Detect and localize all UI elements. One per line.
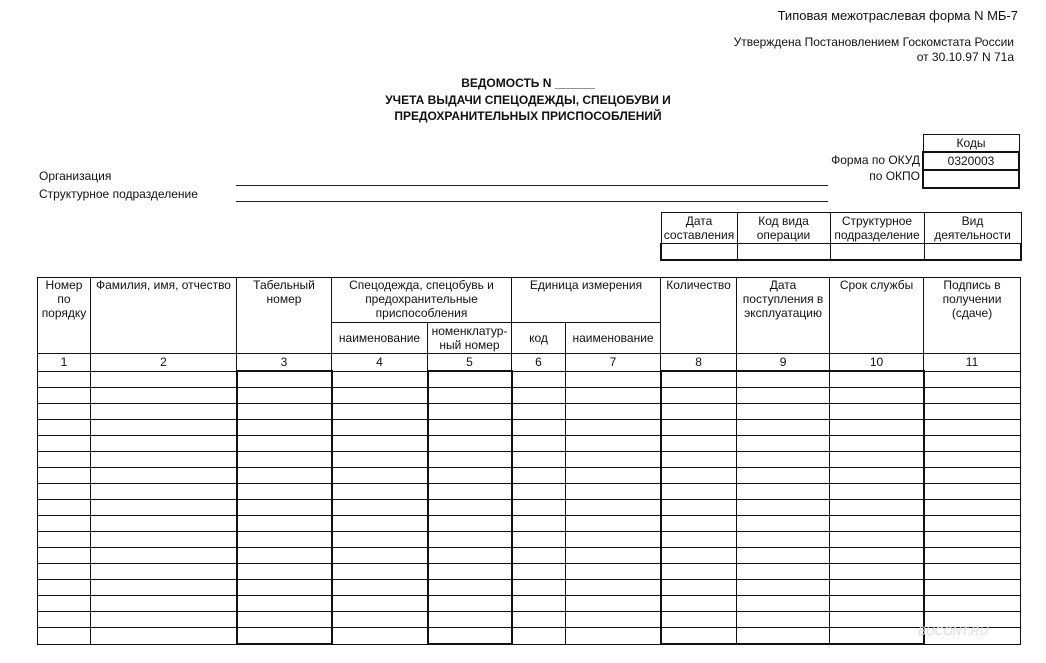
table-cell[interactable] [566,548,661,564]
table-cell[interactable] [924,580,1021,596]
table-cell[interactable] [566,436,661,452]
table-cell[interactable] [661,420,737,436]
table-cell[interactable] [91,612,237,628]
table-cell[interactable] [332,371,428,388]
table-cell[interactable] [737,484,830,500]
col-number: 10 [830,354,924,372]
table-cell[interactable] [237,500,332,516]
table-row [38,628,1021,645]
table-cell[interactable] [661,468,737,484]
table-cell[interactable] [428,388,512,404]
table-cell[interactable] [566,452,661,468]
table-cell[interactable] [91,484,237,500]
table-cell[interactable] [830,468,924,484]
col-header-number: Номер по порядку [38,278,91,354]
table-cell[interactable] [91,548,237,564]
col-header-items: Спецодежда, спецобувь и предохранительные приспособления [332,278,512,323]
table-cell[interactable] [830,516,924,532]
info-table [660,212,1022,261]
table-cell[interactable] [332,420,428,436]
table-cell[interactable] [512,420,566,436]
table-cell[interactable] [661,612,737,628]
table-cell[interactable] [332,452,428,468]
table-row [38,388,1021,404]
table-cell[interactable] [91,628,237,645]
table-cell[interactable] [91,580,237,596]
table-row [38,580,1021,596]
table-cell[interactable] [737,596,830,612]
table-cell[interactable] [428,468,512,484]
table-cell[interactable] [428,548,512,564]
table-cell[interactable] [332,468,428,484]
table-cell[interactable] [428,580,512,596]
table-cell[interactable] [924,516,1021,532]
col-number: 7 [566,354,661,372]
table-cell[interactable] [830,484,924,500]
table-cell[interactable] [737,532,830,548]
watermark: BUCONT.RU [918,624,989,638]
table-cell[interactable] [512,516,566,532]
table-cell[interactable] [737,420,830,436]
table-cell[interactable] [924,596,1021,612]
table-cell[interactable] [661,532,737,548]
table-cell[interactable] [38,436,91,452]
table-cell[interactable] [830,420,924,436]
col-header-signature: Подпись в получении (сдаче) [924,278,1021,354]
table-cell[interactable] [512,532,566,548]
department-label: Структурное подразделение [39,187,198,201]
col-header-items-nomenclature: номенклатур-ный номер [428,323,512,354]
table-cell[interactable] [566,516,661,532]
okud-value[interactable]: 0320003 [923,152,1019,170]
table-cell[interactable] [830,532,924,548]
document-title-line3: ПРЕДОХРАНИТЕЛЬНЫХ ПРИСПОСОБЛЕНИЙ [394,109,662,123]
document-title-number: ВЕДОМОСТЬ N ______ [461,76,595,90]
table-cell[interactable] [924,436,1021,452]
table-cell[interactable] [428,452,512,468]
col-number: 4 [332,354,428,372]
table-cell[interactable] [38,516,91,532]
table-cell[interactable] [332,580,428,596]
table-row [38,420,1021,436]
table-cell[interactable] [830,612,924,628]
table-cell[interactable] [512,468,566,484]
table-row [38,484,1021,500]
table-cell[interactable] [830,388,924,404]
table-cell[interactable] [332,612,428,628]
table-cell[interactable] [332,436,428,452]
table-cell[interactable] [830,500,924,516]
okpo-value[interactable] [923,170,1019,188]
table-cell[interactable] [237,404,332,420]
table-row [38,564,1021,580]
table-cell[interactable] [737,468,830,484]
table-cell[interactable] [924,452,1021,468]
table-cell[interactable] [91,436,237,452]
table-cell[interactable] [237,371,332,388]
form-type-label: Типовая межотраслевая форма N МБ-7 [777,8,1018,23]
table-cell[interactable] [237,628,332,645]
table-cell[interactable] [924,532,1021,548]
table-cell[interactable] [661,452,737,468]
document-title-line2: УЧЕТА ВЫДАЧИ СПЕЦОДЕЖДЫ, СПЕЦОБУВИ И [385,93,671,107]
info-value-activity[interactable] [924,244,1021,261]
table-cell[interactable] [237,564,332,580]
table-cell[interactable] [38,596,91,612]
table-cell[interactable] [566,612,661,628]
table-cell[interactable] [38,500,91,516]
table-cell[interactable] [91,500,237,516]
table-cell[interactable] [566,532,661,548]
table-row [38,468,1021,484]
table-cell[interactable] [428,532,512,548]
table-cell[interactable] [661,516,737,532]
table-cell[interactable] [512,612,566,628]
table-cell[interactable] [830,596,924,612]
table-cell[interactable] [332,404,428,420]
table-cell[interactable] [512,596,566,612]
table-cell[interactable] [924,468,1021,484]
table-cell[interactable] [428,484,512,500]
table-cell[interactable] [91,404,237,420]
approval-line-2: от 30.10.97 N 71а [916,50,1014,64]
table-cell[interactable] [237,452,332,468]
table-cell[interactable] [661,436,737,452]
table-cell[interactable] [924,484,1021,500]
table-cell[interactable] [237,436,332,452]
table-cell[interactable] [661,371,737,388]
table-cell[interactable] [512,404,566,420]
department-field[interactable] [236,201,828,202]
table-cell[interactable] [737,580,830,596]
table-cell[interactable] [661,404,737,420]
table-cell[interactable] [566,388,661,404]
table-cell[interactable] [428,436,512,452]
table-cell[interactable] [332,500,428,516]
table-cell[interactable] [38,371,91,388]
table-cell[interactable] [428,628,512,645]
table-row [38,404,1021,420]
table-cell[interactable] [332,532,428,548]
table-cell[interactable] [737,436,830,452]
col-header-quantity: Количество [661,278,737,354]
table-cell[interactable] [512,564,566,580]
table-cell[interactable] [237,612,332,628]
organization-label: Организация [39,169,112,183]
table-row [38,612,1021,628]
table-cell[interactable] [737,404,830,420]
col-header-tab-number: Табельный номер [237,278,332,354]
table-cell[interactable] [512,628,566,645]
table-cell[interactable] [237,388,332,404]
info-header-activity: Вид деятельности [924,213,1021,244]
table-cell[interactable] [91,388,237,404]
table-cell[interactable] [566,404,661,420]
table-cell[interactable] [428,516,512,532]
col-number: 9 [737,354,830,372]
codes-header: Коды [923,135,1019,153]
approval-line-1: Утверждена Постановлением Госкомстата России [733,35,1014,49]
table-cell[interactable] [38,388,91,404]
table-cell[interactable] [91,516,237,532]
col-number: 8 [661,354,737,372]
table-cell[interactable] [737,612,830,628]
table-cell[interactable] [428,596,512,612]
table-cell[interactable] [91,564,237,580]
organization-field[interactable] [236,185,828,186]
table-cell[interactable] [661,564,737,580]
table-cell[interactable] [91,452,237,468]
table-cell[interactable] [924,388,1021,404]
table-row [38,452,1021,468]
table-cell[interactable] [38,420,91,436]
table-cell[interactable] [332,388,428,404]
table-cell[interactable] [737,500,830,516]
table-cell[interactable] [830,548,924,564]
table-cell[interactable] [512,580,566,596]
table-cell[interactable] [830,452,924,468]
table-cell[interactable] [237,484,332,500]
table-cell[interactable] [737,371,830,388]
table-cell[interactable] [830,628,924,645]
table-cell[interactable] [237,596,332,612]
table-row [38,532,1021,548]
table-cell[interactable] [38,404,91,420]
table-cell[interactable] [737,452,830,468]
table-cell[interactable] [38,548,91,564]
table-cell[interactable] [661,484,737,500]
table-cell[interactable] [38,452,91,468]
table-cell[interactable] [924,420,1021,436]
table-cell[interactable] [566,420,661,436]
table-cell[interactable] [737,564,830,580]
table-cell[interactable] [38,484,91,500]
table-cell[interactable] [924,564,1021,580]
table-cell[interactable] [512,452,566,468]
table-cell[interactable] [237,580,332,596]
col-header-term: Срок службы [830,278,924,354]
table-cell[interactable] [332,564,428,580]
table-cell[interactable] [830,436,924,452]
table-cell[interactable] [830,564,924,580]
table-cell[interactable] [661,628,737,645]
table-row [38,436,1021,452]
table-row [38,516,1021,532]
info-header-operation: Код вида операции [737,213,830,244]
table-row [38,500,1021,516]
col-number: 3 [237,354,332,372]
table-cell[interactable] [332,628,428,645]
table-cell[interactable] [924,404,1021,420]
table-cell[interactable] [332,596,428,612]
table-cell[interactable] [332,548,428,564]
table-cell[interactable] [428,500,512,516]
table-cell[interactable] [737,388,830,404]
table-cell[interactable] [512,371,566,388]
table-cell[interactable] [38,628,91,645]
table-cell[interactable] [924,371,1021,388]
table-cell[interactable] [830,580,924,596]
col-number: 2 [91,354,237,372]
table-cell[interactable] [428,564,512,580]
col-header-unit-code: код [512,323,566,354]
table-cell[interactable] [661,580,737,596]
table-cell[interactable] [830,404,924,420]
col-header-date: Дата поступления в эксплуатацию [737,278,830,354]
table-cell[interactable] [428,612,512,628]
table-cell[interactable] [38,580,91,596]
col-number: 6 [512,354,566,372]
table-cell[interactable] [512,484,566,500]
table-cell[interactable] [91,532,237,548]
okud-label: Форма по ОКУД [831,153,920,167]
table-cell[interactable] [38,468,91,484]
col-header-items-name: наименование [332,323,428,354]
table-cell[interactable] [428,404,512,420]
table-cell[interactable] [566,371,661,388]
col-header-name: Фамилия, имя, отчество [91,278,237,354]
table-cell[interactable] [566,564,661,580]
table-cell[interactable] [237,516,332,532]
table-row [38,596,1021,612]
table-cell[interactable] [237,420,332,436]
table-cell[interactable] [91,468,237,484]
table-cell[interactable] [924,548,1021,564]
table-cell[interactable] [566,596,661,612]
table-cell[interactable] [237,548,332,564]
codes-table [922,134,1020,189]
table-cell[interactable] [737,516,830,532]
col-header-unit: Единица измерения [512,278,661,323]
table-cell[interactable] [566,484,661,500]
table-cell[interactable] [237,532,332,548]
okpo-label: по ОКПО [869,169,920,183]
table-cell[interactable] [566,500,661,516]
table-cell[interactable] [661,548,737,564]
table-cell[interactable] [924,500,1021,516]
table-cell[interactable] [830,371,924,388]
main-table [37,277,1021,645]
table-cell[interactable] [38,612,91,628]
col-number: 5 [428,354,512,372]
table-cell[interactable] [512,436,566,452]
col-header-unit-name: наименование [566,323,661,354]
table-cell[interactable] [737,548,830,564]
info-header-department: Структурное подразделение [830,213,924,244]
info-value-date[interactable] [661,244,737,261]
col-number: 11 [924,354,1021,372]
table-cell[interactable] [566,628,661,645]
table-row [38,548,1021,564]
table-cell[interactable] [332,516,428,532]
table-cell[interactable] [512,388,566,404]
table-cell[interactable] [661,596,737,612]
table-cell[interactable] [661,388,737,404]
table-cell[interactable] [512,548,566,564]
table-cell[interactable] [566,580,661,596]
table-cell[interactable] [91,596,237,612]
table-cell[interactable] [237,468,332,484]
table-cell[interactable] [332,484,428,500]
table-cell[interactable] [38,532,91,548]
table-cell[interactable] [91,420,237,436]
table-cell[interactable] [566,468,661,484]
info-value-operation[interactable] [737,244,830,261]
col-number: 1 [38,354,91,372]
table-row [38,371,1021,388]
info-header-date: Дата составления [661,213,737,244]
info-value-department[interactable] [830,244,924,261]
table-cell[interactable] [428,420,512,436]
table-cell[interactable] [91,371,237,388]
table-cell[interactable] [428,371,512,388]
table-cell[interactable] [38,564,91,580]
table-cell[interactable] [512,500,566,516]
table-cell[interactable] [737,628,830,645]
table-cell[interactable] [661,500,737,516]
